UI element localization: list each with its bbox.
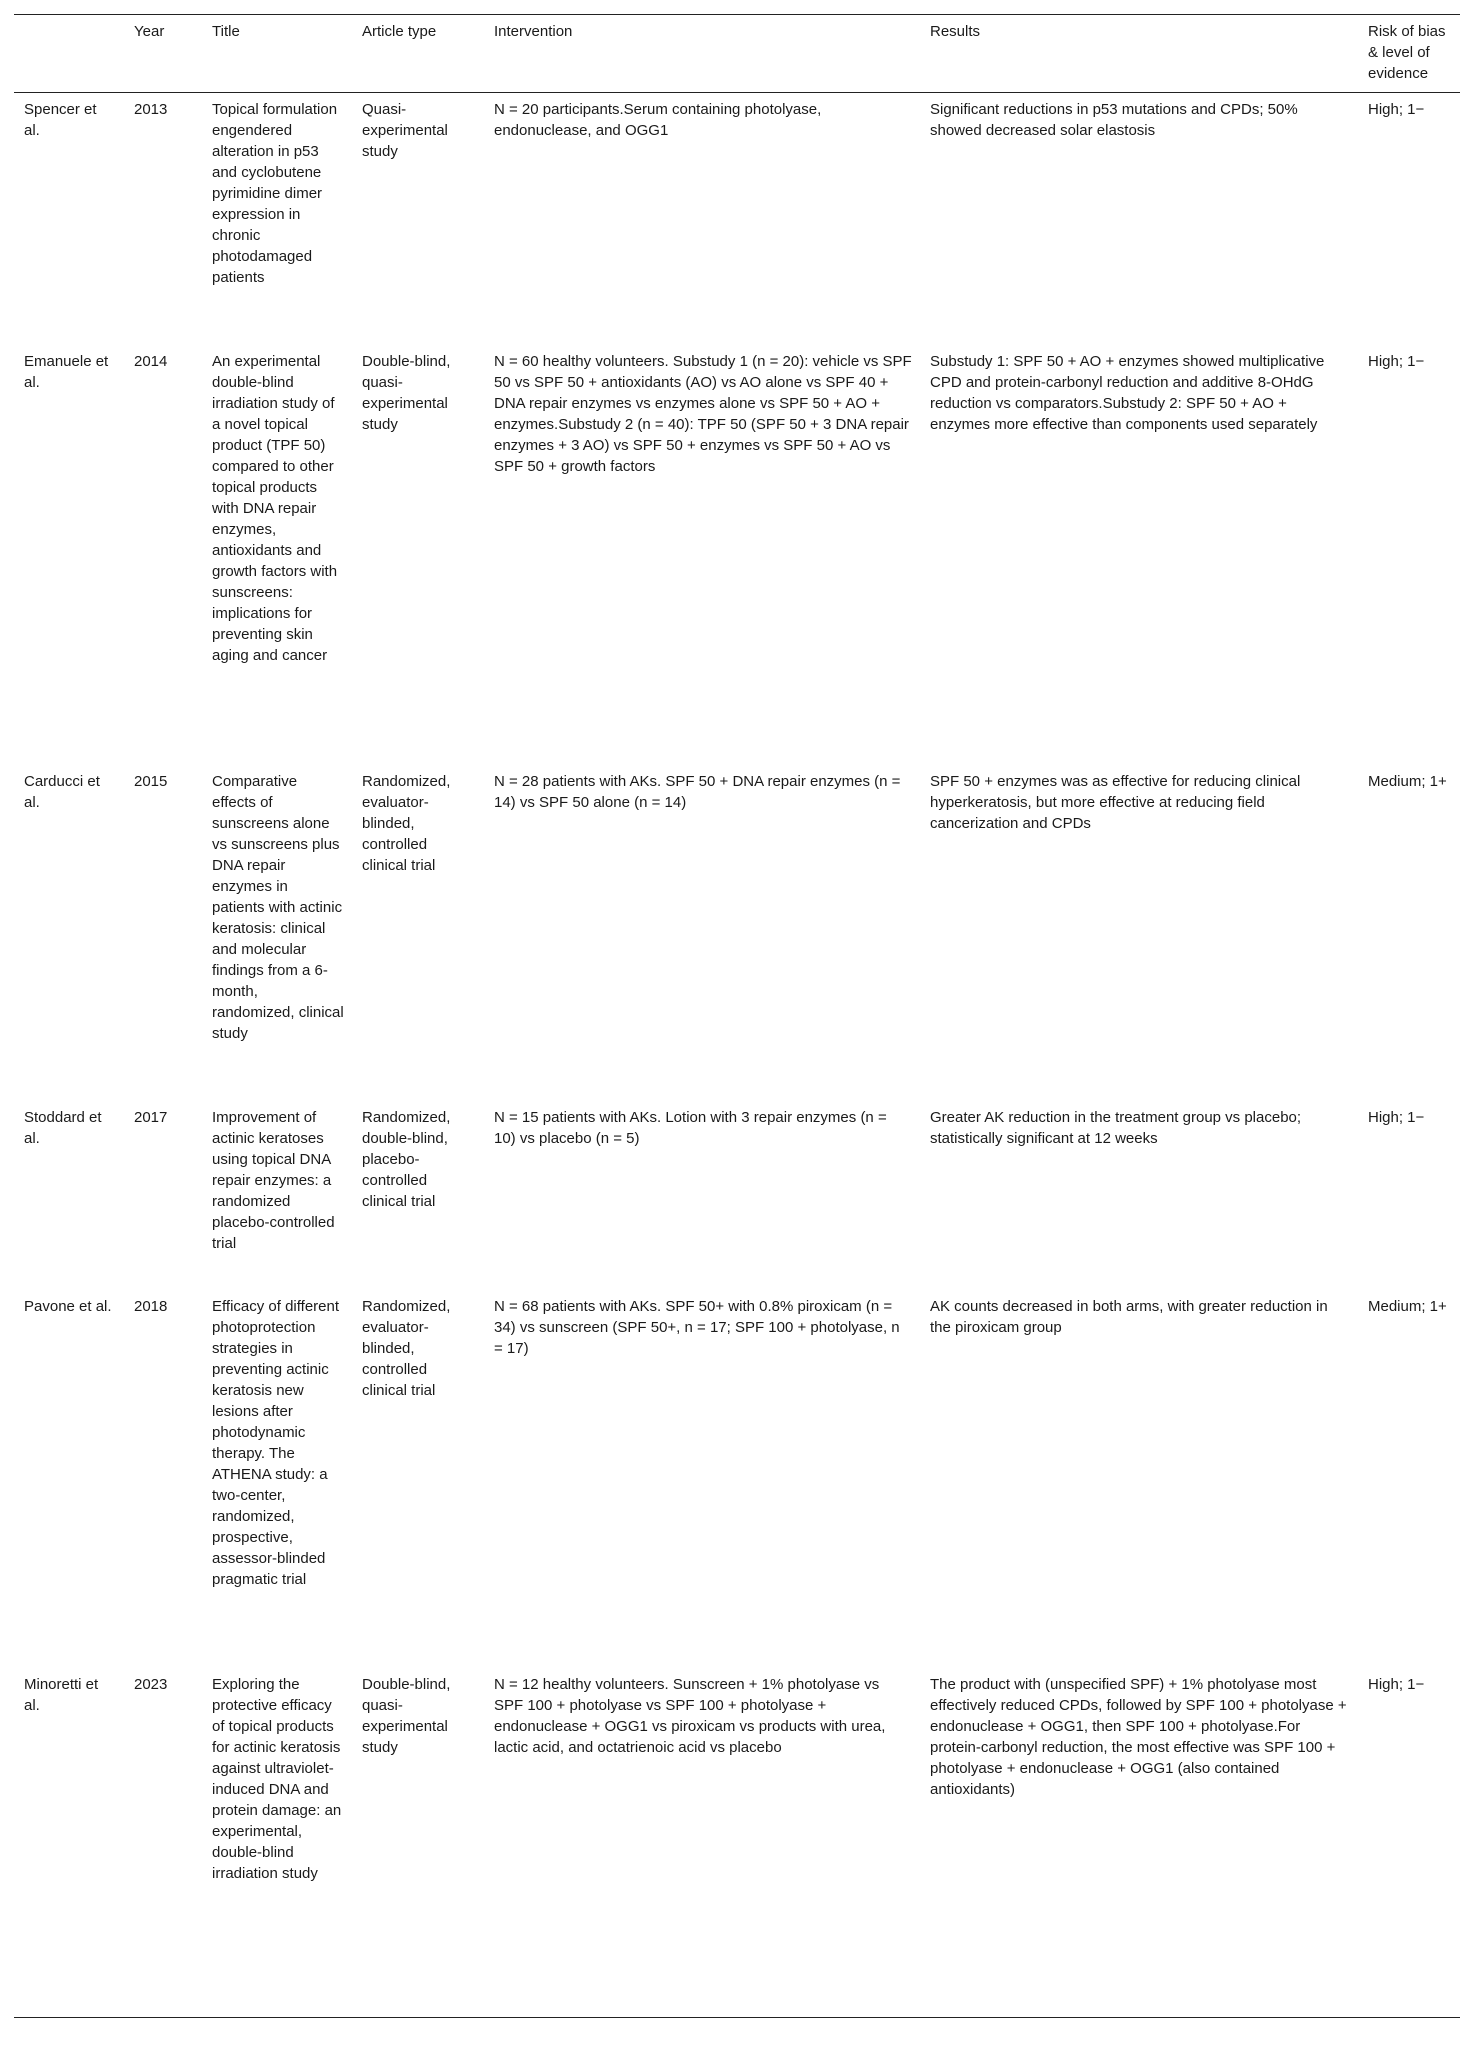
cell-risk: Medium; 1+ — [1368, 772, 1447, 790]
table-header — [14, 15, 1460, 93]
cell-intervention: N = 60 healthy volunteers. Substudy 1 (n = 20): vehicle vs SPF 50 vs SPF 50 + antioxidants (AO) vs AO alone vs SPF 40 + DNA repair enzymes vs enzymes alone vs SPF 50 + AO + enzymes.Substudy 2 (n = 40): TPF 50 (SPF 50 + 3 DNA repair enzymes + 3 AO) vs SPF 50 + enzymes vs SPF 50 + AO vs SPF 50 + growth factors — [494, 352, 912, 475]
cell-author: Spencer et al. — [24, 101, 97, 139]
cell-year: 2017 — [134, 1108, 168, 1126]
cell-year: 2015 — [134, 772, 168, 790]
cell-results: AK counts decreased in both arms, with greater reduction in the piroxicam group — [930, 1297, 1328, 1336]
header-author — [14, 15, 124, 93]
cell-title: Comparative effects of sunscreens alone vs sunscreens plus DNA repair enzymes in patients with actinic keratosis: clinical and molecular findings from a 6-month, randomized, clinical study — [212, 772, 344, 1042]
table-row — [14, 765, 1460, 1101]
evidence-table — [14, 14, 1460, 2018]
cell-results: Significant reductions in p53 mutations and CPDs; 50% showed decreased solar elastosis — [930, 101, 1298, 139]
table-row — [14, 345, 1460, 765]
cell-year: 2013 — [134, 101, 168, 118]
header-title: Title — [212, 23, 240, 40]
cell-intervention: N = 15 patients with AKs. Lotion with 3 repair enzymes (n = 10) vs placebo (n = 5) — [494, 1108, 887, 1147]
cell-year: 2023 — [134, 1675, 168, 1693]
cell-author: Pavone et al. — [24, 1297, 112, 1315]
table-row — [14, 1101, 1460, 1290]
cell-article-type: Quasi-experimental study — [362, 101, 448, 160]
cell-results: Substudy 1: SPF 50 + AO + enzymes showed multiplicative CPD and protein-carbonyl reduction and additive 8-OHdG reduction vs comparators.Substudy 2: SPF 50 + AO + enzymes more effective than components used separately — [930, 352, 1325, 433]
cell-author: Carducci et al. — [24, 772, 100, 811]
header-results: Results — [930, 23, 981, 40]
cell-author: Stoddard et al. — [24, 1108, 102, 1147]
cell-article-type: Randomized, evaluator-blinded, controlled clinical trial — [362, 1297, 451, 1399]
header-risk-of-bias: Risk of bias & level of evidence — [1368, 23, 1446, 82]
cell-title: An experimental double-blind irradiation study of a novel topical product (TPF 50) compared to other topical products with DNA repair enzymes, antioxidants and growth factors with sunscreens: implications for preventing skin aging and cancer — [212, 352, 338, 664]
cell-year: 2014 — [134, 352, 168, 370]
cell-title: Efficacy of different photoprotection strategies in preventing actinic keratosis new lesions after photodynamic therapy. The ATHENA study: a two-center, randomized, prospective, assessor-blinded pragmatic trial — [212, 1297, 340, 1588]
cell-intervention: N = 20 participants.Serum containing photolyase, endonuclease, and OGG1 — [494, 101, 822, 139]
cell-intervention: N = 12 healthy volunteers. Sunscreen + 1% photolyase vs SPF 100 + photolyase vs SPF 100 + photolyase + endonuclease + OGG1 vs piroxicam vs products with urea, lactic acid, and octatrienoic acid vs placebo — [494, 1675, 886, 1756]
table-row — [14, 93, 1460, 345]
cell-risk: High; 1− — [1368, 101, 1425, 118]
evidence-table-container — [14, 14, 1460, 2018]
table-row — [14, 1668, 1460, 2018]
cell-intervention: N = 28 patients with AKs. SPF 50 + DNA repair enzymes (n = 14) vs SPF 50 alone (n = 14) — [494, 772, 901, 811]
header-intervention: Intervention — [494, 23, 573, 40]
cell-risk: High; 1− — [1368, 1675, 1425, 1693]
cell-article-type: Randomized, double-blind, placebo-controlled clinical trial — [362, 1108, 451, 1210]
cell-results: SPF 50 + enzymes was as effective for reducing clinical hyperkeratosis, but more effective at reducing field cancerization and CPDs — [930, 772, 1301, 832]
header-article-type: Article type — [362, 23, 437, 40]
header-row — [14, 15, 1460, 93]
cell-risk: High; 1− — [1368, 1108, 1425, 1126]
cell-title: Topical formulation engendered alteration in p53 and cyclobutene pyrimidine dimer expression in chronic photodamaged patients — [212, 101, 338, 286]
cell-article-type: Randomized, evaluator-blinded, controlled clinical trial — [362, 772, 451, 874]
cell-article-type: Double-blind, quasi-experimental study — [362, 352, 451, 433]
cell-author: Minoretti et al. — [24, 1675, 99, 1714]
header-year: Year — [134, 23, 165, 40]
cell-title: Improvement of actinic keratoses using topical DNA repair enzymes: a randomized placebo-controlled trial — [212, 1108, 335, 1252]
table-body — [14, 93, 1460, 2018]
cell-year: 2018 — [134, 1297, 168, 1315]
cell-article-type: Double-blind, quasi-experimental study — [362, 1675, 451, 1756]
cell-title: Exploring the protective efficacy of topical products for actinic keratosis against ultraviolet-induced DNA and protein damage: an experimental, double-blind irradiation study — [212, 1675, 342, 1882]
cell-intervention: N = 68 patients with AKs. SPF 50+ with 0.8% piroxicam (n = 34) vs sunscreen (SPF 50+, n = 17; SPF 100 + photolyase, n = 17) — [494, 1297, 900, 1357]
cell-risk: Medium; 1+ — [1368, 1297, 1447, 1315]
table-row — [14, 1290, 1460, 1668]
cell-results: Greater AK reduction in the treatment group vs placebo; statistically significant at 12 weeks — [930, 1108, 1302, 1147]
cell-risk: High; 1− — [1368, 352, 1425, 370]
cell-results: The product with (unspecified SPF) + 1% photolyase most effectively reduced CPDs, followed by SPF 100 + photolyase + endonuclease + OGG1, then SPF 100 + photolyase.For protein-carbonyl reduction, the most effective was SPF 100 + photolyase + endonuclease + OGG1 (also contained antioxidants) — [930, 1675, 1347, 1798]
cell-author: Emanuele et al. — [24, 352, 109, 391]
